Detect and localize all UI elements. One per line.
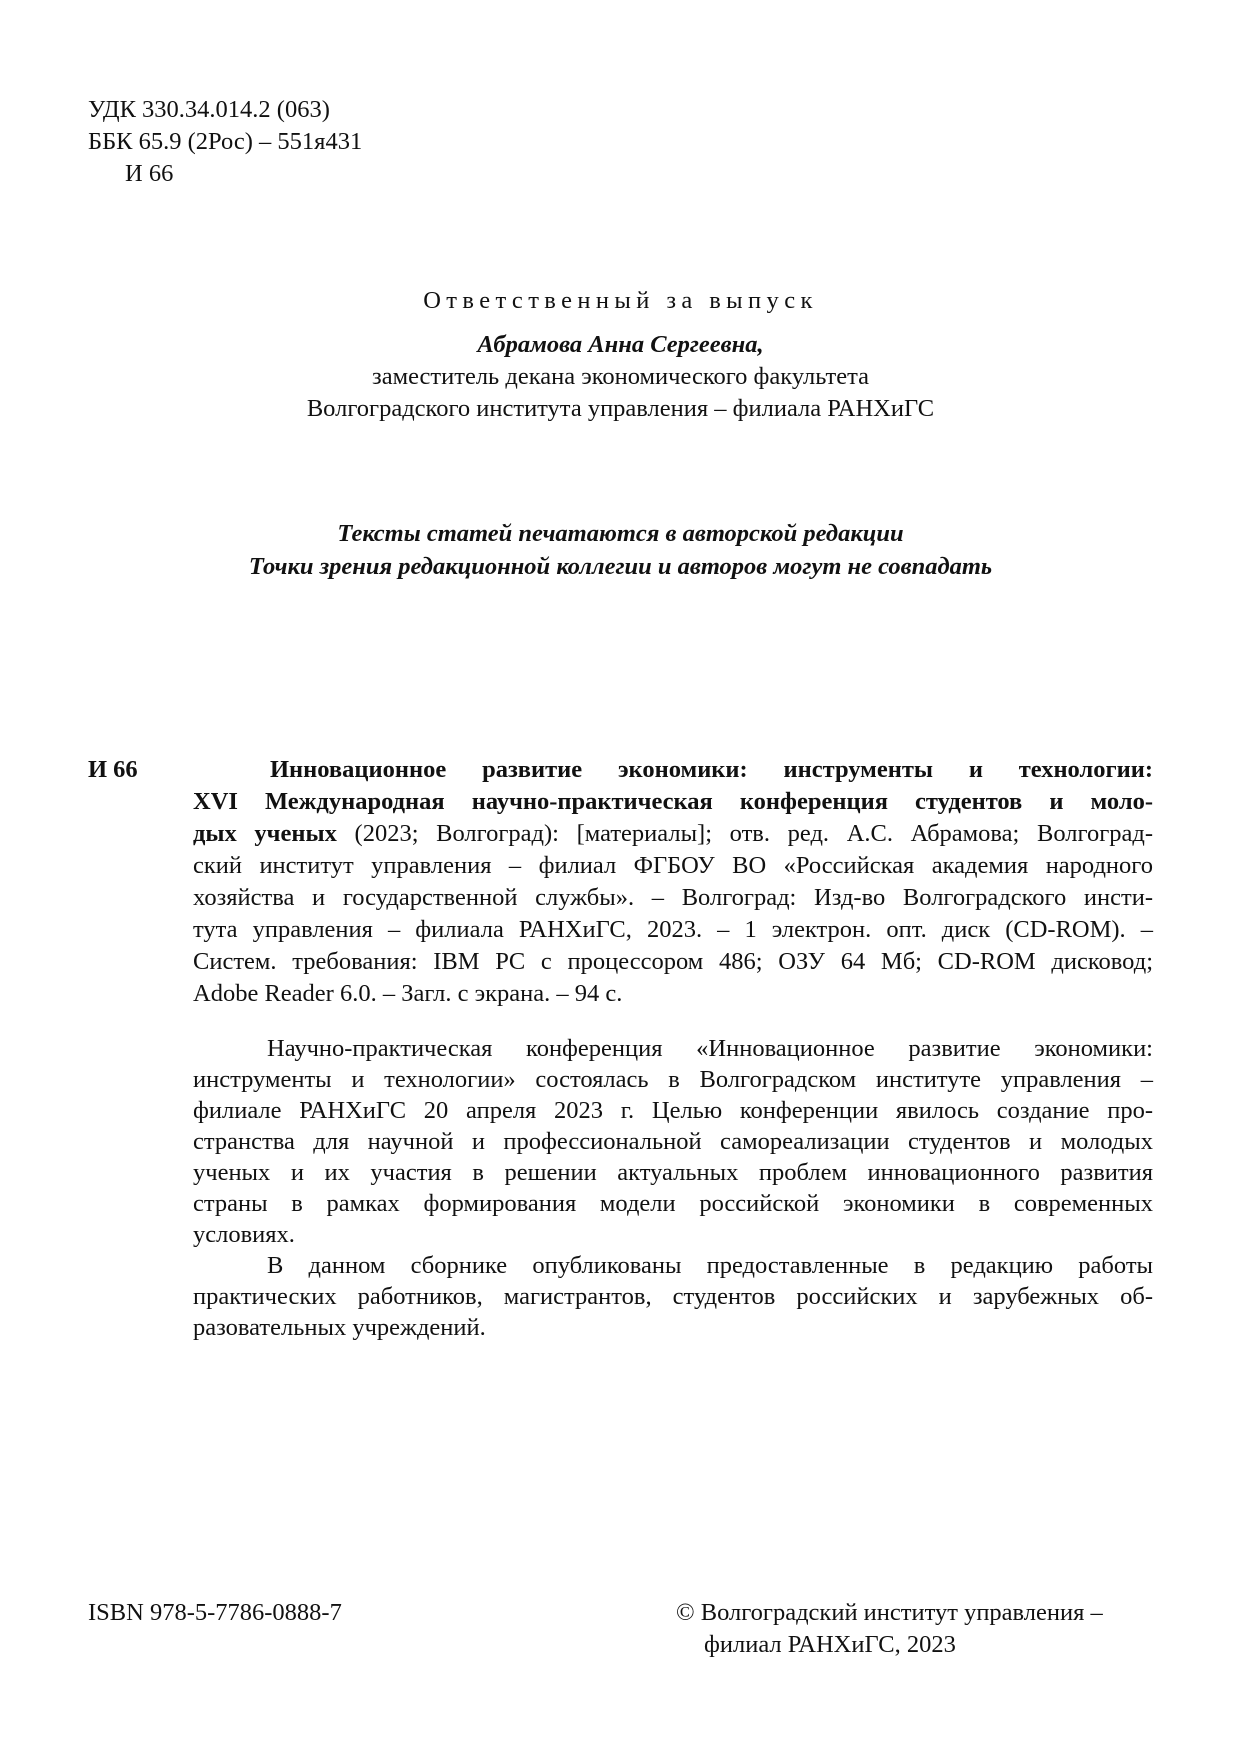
author-mark: И 66 [125, 160, 174, 187]
annotation-line3-rest: (2023; Волгоград): [материалы]; отв. ред. А.С. Абрамова; Волгоград- [336, 820, 1153, 847]
annotation-line: ский институт управления – филиал ФГБОУ ВО «Российская академия народного [193, 852, 1153, 879]
annotation-line: тута управления – филиала РАНХиГС, 2023. – 1 электрон. опт. диск (CD-ROM). – [193, 916, 1153, 943]
abstract-line: инструменты и технологии» состоялась в Волгоградском институте управления – [193, 1066, 1153, 1093]
annotation-code: И 66 [88, 756, 138, 783]
abstract-line: В данном сборнике опубликованы предоставленные в редакцию работы [267, 1252, 1153, 1279]
editorial-note-line1: Тексты статей печатаются в авторской редакции [337, 520, 904, 547]
annotation-title-line3: дых ученых [193, 820, 337, 847]
bbk-code: ББК 65.9 (2Рос) – 551я431 [88, 128, 363, 155]
responsible-heading: Ответственный за выпуск [423, 287, 818, 314]
annotation-title-line2: XVI Международная научно-практическая конференция студентов и моло- [193, 788, 1153, 815]
abstract-line: практических работников, магистрантов, студентов российских и зарубежных об- [193, 1283, 1153, 1310]
abstract-line: страны в рамках формирования модели российской экономики в современных [193, 1190, 1153, 1217]
isbn: ISBN 978-5-7786-0888-7 [88, 1599, 342, 1626]
bibliographic-annotation [193, 754, 1153, 1010]
annotation-line [193, 754, 1153, 786]
abstract-line: условиях. [193, 1221, 295, 1248]
copyright-line1: © Волгоградский институт управления – [676, 1599, 1103, 1626]
annotation-title-line1: Инновационное развитие экономики: инструменты и технологии: [270, 756, 1153, 783]
annotation-line [193, 818, 1153, 850]
responsible-position-line2: Волгоградского института управления – филиала РАНХиГС [306, 395, 935, 422]
abstract-line: ученых и их участия в решении актуальных проблем инновационного развития [193, 1159, 1153, 1186]
udk-code: УДК 330.34.014.2 (063) [88, 96, 330, 123]
responsible-position-line1: заместитель декана экономического факультета [372, 363, 869, 390]
annotation-line: Adobe Reader 6.0. – Загл. с экрана. – 94 с. [193, 980, 623, 1007]
copyright-line2: филиал РАНХиГС, 2023 [704, 1631, 956, 1658]
responsible-name: Абрамова Анна Сергеевна, [477, 331, 764, 358]
abstract-line: разовательных учреждений. [193, 1314, 486, 1341]
annotation-line: Систем. требования: IBM PC с процессором 486; ОЗУ 64 Мб; CD-ROM дисковод; [193, 948, 1153, 975]
editorial-note-line2: Точки зрения редакционной коллегии и авторов могут не совпадать [248, 553, 993, 580]
abstract-text [193, 1033, 1153, 1343]
abstract-line: филиале РАНХиГС 20 апреля 2023 г. Целью конференции явилось создание про- [193, 1097, 1153, 1124]
copyright-notice [676, 1597, 1103, 1661]
editorial-note [0, 517, 1241, 583]
annotation-line: хозяйства и государственной службы». – Волгоград: Изд-во Волгоградского инсти- [193, 884, 1153, 911]
abstract-line: странства для научной и профессиональной самореализации студентов и молодых [193, 1128, 1153, 1155]
responsible-block [0, 285, 1241, 425]
annotation-line [193, 786, 1153, 818]
classification-block [88, 94, 362, 190]
abstract-line: Научно-практическая конференция «Инновационное развитие экономики: [267, 1035, 1153, 1062]
